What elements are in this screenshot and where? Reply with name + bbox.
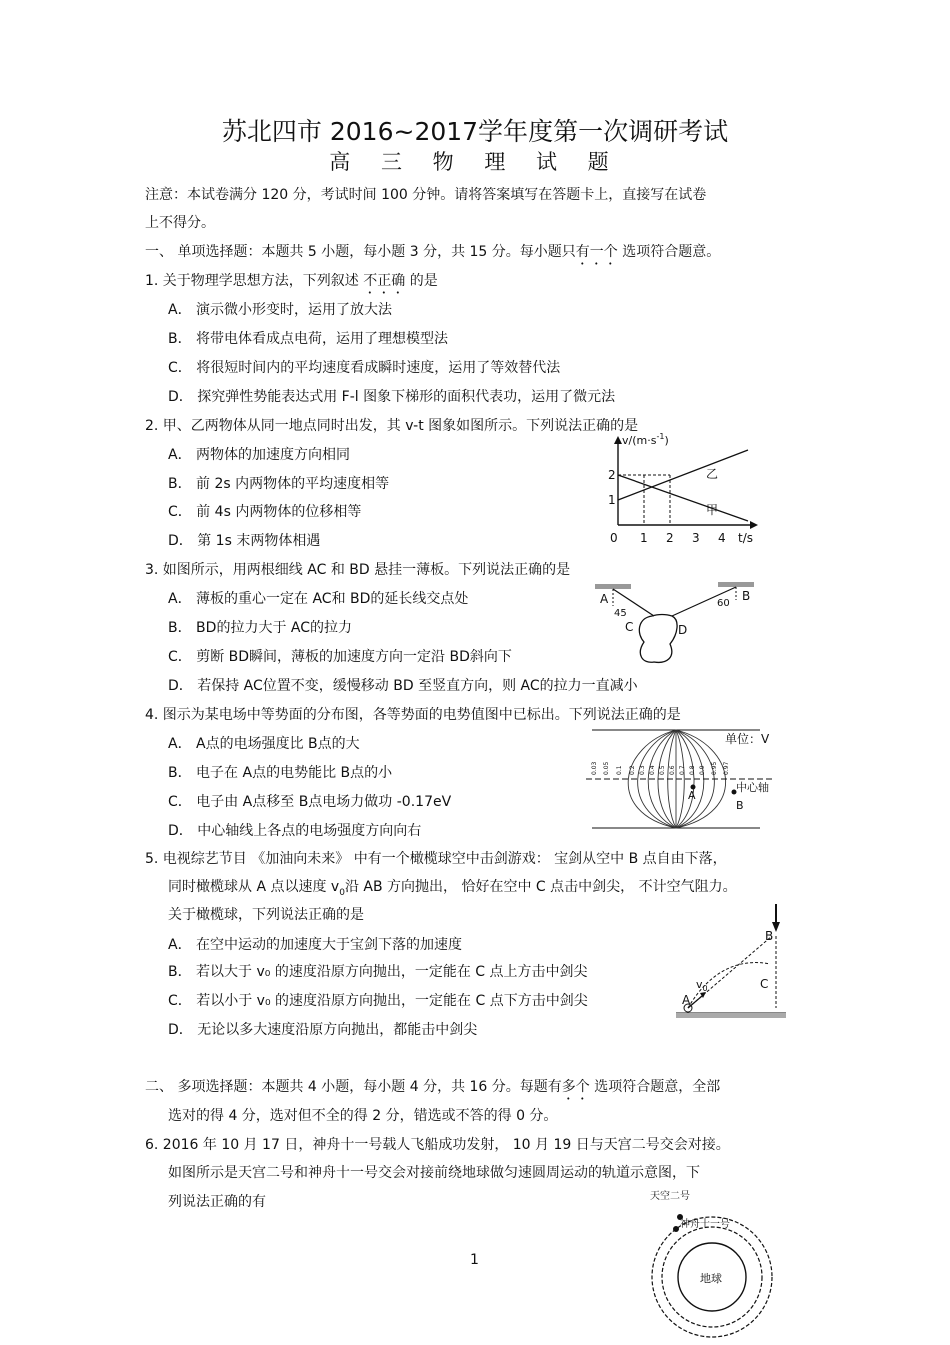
vt-xtick-0: 0: [610, 531, 618, 545]
label-d: D: [678, 623, 688, 637]
page-title: 苏北四市 2016~2017学年度第一次调研考试: [221, 117, 729, 146]
label-b: B: [742, 589, 751, 603]
notice-line-1: 注意：本试卷满分 120 分，考试时间 100 分钟。请将答案填写在答题卡上，直接写在试卷: [145, 187, 707, 203]
svg-text:0.9: 0.9: [699, 765, 706, 775]
orbit-label-tiangong: 天空二号: [650, 1191, 690, 1202]
q5-option-a: A． 在空中运动的加速度大于宝剑下落的加速度: [168, 937, 463, 953]
plate-figure: [590, 578, 765, 673]
label-a: A: [600, 592, 609, 606]
svg-text:0.97: 0.97: [723, 761, 730, 775]
label-c: C: [625, 620, 634, 634]
page-subtitle: 高 三 物 理 试 题: [329, 150, 621, 174]
svg-text:0.2: 0.2: [629, 765, 636, 775]
vt-line-yi: [618, 450, 748, 500]
section1-heading-post: 选项符合题意。: [617, 244, 721, 260]
ground-hatch: [676, 1013, 786, 1018]
section1-heading-pre: 一、 单项选择题：本题共 5 小题，每小题 3 分，共 15 分。每小题只: [145, 244, 576, 260]
q3-option-d: D． 若保持 AC位置不变，缓慢移动 BD 至竖直方向，则 AC的拉力一直减小: [168, 678, 638, 694]
vt-label-yi: 乙: [706, 467, 719, 481]
ball-label-c: C: [760, 977, 769, 991]
q5-stem-line-2-post: 沿 AB 方向抛出， 恰好在空中 C 点击中剑尖， 不计空气阻力。: [344, 879, 737, 895]
q3-option-b: B． BD的拉力大于 AC的拉力: [168, 620, 352, 636]
orbit-figure: [640, 1185, 780, 1343]
q6-stem-line-3: 列说法正确的有: [168, 1194, 266, 1210]
q4-option-c: C． 电子由 A点移至 B点电场力做功 -0.17eV: [168, 794, 452, 810]
q5-stem-line-3: 关于橄榄球，下列说法正确的是: [168, 907, 364, 923]
vt-y-label: $v/(m\cdot s^{-1})$: [622, 432, 669, 447]
ball-label-a: A: [682, 993, 691, 1007]
q2-stem: 2. 甲、乙两物体从同一地点同时出发，其 v-t 图象如图所示。下列说法正确的是: [145, 418, 639, 434]
svg-text:0.03: 0.03: [591, 761, 598, 775]
vt-label-jia: 甲: [706, 503, 719, 517]
q5-v0-sub: 0: [339, 887, 345, 898]
vt-y-arrow: [614, 436, 622, 444]
section1-heading-emph: 有一个: [575, 244, 618, 260]
q5-stem-line-1: 5. 电视综艺节目 《加油向未来》 中有一个橄榄球空中击剑游戏： 宝剑从空中 B 点自由下落，: [145, 851, 727, 867]
svg-text:0.1: 0.1: [616, 765, 623, 775]
svg-text:0.6: 0.6: [669, 765, 676, 775]
vt-line-jia: [618, 475, 748, 521]
field-label-a: A: [688, 789, 696, 802]
section1-heading: [145, 241, 720, 268]
q5-option-b: B． 若以大于 v₀ 的速度沿原方向抛出，一定能在 C 点上方击中剑尖: [168, 964, 588, 980]
section2-line-2: 选对的得 4 分，选对但不全的得 2 分，错选或不答的得 0 分。: [168, 1108, 558, 1124]
field-unit: 单位：V: [725, 732, 770, 746]
svg-text:0.8: 0.8: [689, 765, 696, 775]
section2-line-1-post: 选项符合题意，全部: [589, 1079, 721, 1095]
q3-option-a: A． 薄板的重心一定在 AC和 BD的延长线交点处: [168, 591, 469, 607]
svg-text:0.7: 0.7: [679, 765, 686, 775]
q1-option-a: A． 演示微小形变时，运用了放大法: [168, 302, 393, 318]
q5-stem-line-2-pre: 同时橄榄球从 A 点以速度 v: [168, 879, 340, 895]
thin-plate: [639, 615, 677, 663]
vt-xtick-4: 4: [718, 531, 726, 545]
q5-option-d: D． 无论以多大速度沿原方向抛出，都能击中剑尖: [168, 1022, 478, 1038]
q6-stem-line-1: 6. 2016 年 10 月 17 日，神舟十一号载人飞船成功发射， 10 月 19 日与天宫二号交会对接。: [145, 1137, 730, 1153]
field-figure: [580, 725, 780, 835]
page-number: 1: [470, 1252, 479, 1268]
field-axis-label: 中心轴: [736, 781, 769, 794]
q5-option-c: C． 若以小于 v₀ 的速度沿原方向抛出，一定能在 C 点下方击中剑尖: [168, 993, 588, 1009]
angle-45: 45: [614, 608, 627, 619]
svg-text:0.4: 0.4: [649, 765, 656, 775]
q1-stem: [145, 270, 438, 297]
vt-ytick-1: 1: [608, 493, 616, 507]
shenzhou-dot: [673, 1226, 679, 1232]
vt-xtick-1: 1: [640, 531, 648, 545]
ball-sword-figure: [670, 900, 790, 1025]
q1-option-d: D． 探究弹性势能表达式用 F-l 图象下梯形的面积代表功，运用了微元法: [168, 389, 616, 405]
potential-values: [591, 761, 730, 775]
section2-line-1-pre: 二、 多项选择题：本题共 4 小题，每小题 4 分，共 16 分。每题有: [145, 1079, 562, 1095]
svg-text:0.5: 0.5: [659, 765, 666, 775]
angle-60: 60: [717, 598, 730, 609]
vt-graph: [600, 430, 770, 550]
q1-stem-post: 的是: [405, 273, 438, 289]
ball-label-b: B: [765, 929, 774, 943]
svg-text:0.95: 0.95: [711, 761, 718, 775]
q1-option-b: B． 将带电体看成点电荷，运用了理想模型法: [168, 331, 449, 347]
vt-xtick-3: 3: [692, 531, 700, 545]
q4-stem: 4. 图示为某电场中等势面的分布图，各等势面的电势值图中已标出。下列说法正确的是: [145, 707, 681, 723]
vt-x-arrow: [750, 521, 758, 529]
section2-line-1: [145, 1076, 720, 1103]
q2-option-b: B． 前 2s 内两物体的平均速度相等: [168, 476, 390, 492]
q3-option-c: C． 剪断 BD瞬间，薄板的加速度方向一定沿 BD斜向下: [168, 649, 512, 665]
vt-ytick-2: 2: [608, 468, 616, 482]
q6-stem-line-2: 如图所示是天宫二号和神舟十一号交会对接前绕地球做匀速圆周运动的轨道示意图，下: [168, 1165, 700, 1181]
orbit-label-shenzhou: 神舟十一号: [680, 1219, 730, 1230]
q1-option-c: C． 将很短时间内的平均速度看成瞬时速度，运用了等效替代法: [168, 360, 561, 376]
q5-stem-line-2: [168, 876, 737, 898]
ceiling-right: [718, 582, 754, 587]
q4-option-d: D． 中心轴线上各点的电场强度方向向右: [168, 823, 422, 839]
q4-option-b: B． 电子在 A点的电势能比 B点的小: [168, 765, 393, 781]
vt-xtick-2: 2: [666, 531, 674, 545]
notice-line-2: 上不得分。: [145, 215, 215, 231]
vt-x-label: t/s: [738, 531, 753, 545]
q1-stem-pre: 1. 关于物理学思想方法，下列叙述: [145, 273, 364, 289]
orbit-label-earth: 地球: [700, 1272, 722, 1285]
ceiling-left: [595, 584, 631, 589]
section2-line-1-emph: 多个: [561, 1079, 590, 1095]
ball-label-v0: $v_0$: [696, 978, 708, 993]
q4-option-a: A． A点的电场强度比 B点的大: [168, 736, 360, 752]
svg-text:0.3: 0.3: [639, 765, 646, 775]
q2-option-a: A． 两物体的加速度方向相同: [168, 447, 351, 463]
field-label-b: B: [736, 799, 744, 812]
svg-text:0.05: 0.05: [603, 761, 610, 775]
q1-stem-emph: 不正确: [363, 273, 406, 289]
q3-stem: 3. 如图所示，用两根细线 AC 和 BD 悬挂一薄板。下列说法正确的是: [145, 562, 571, 578]
q2-option-c: C． 前 4s 内两物体的位移相等: [168, 504, 362, 520]
q2-option-d: D． 第 1s 末两物体相遇: [168, 533, 321, 549]
